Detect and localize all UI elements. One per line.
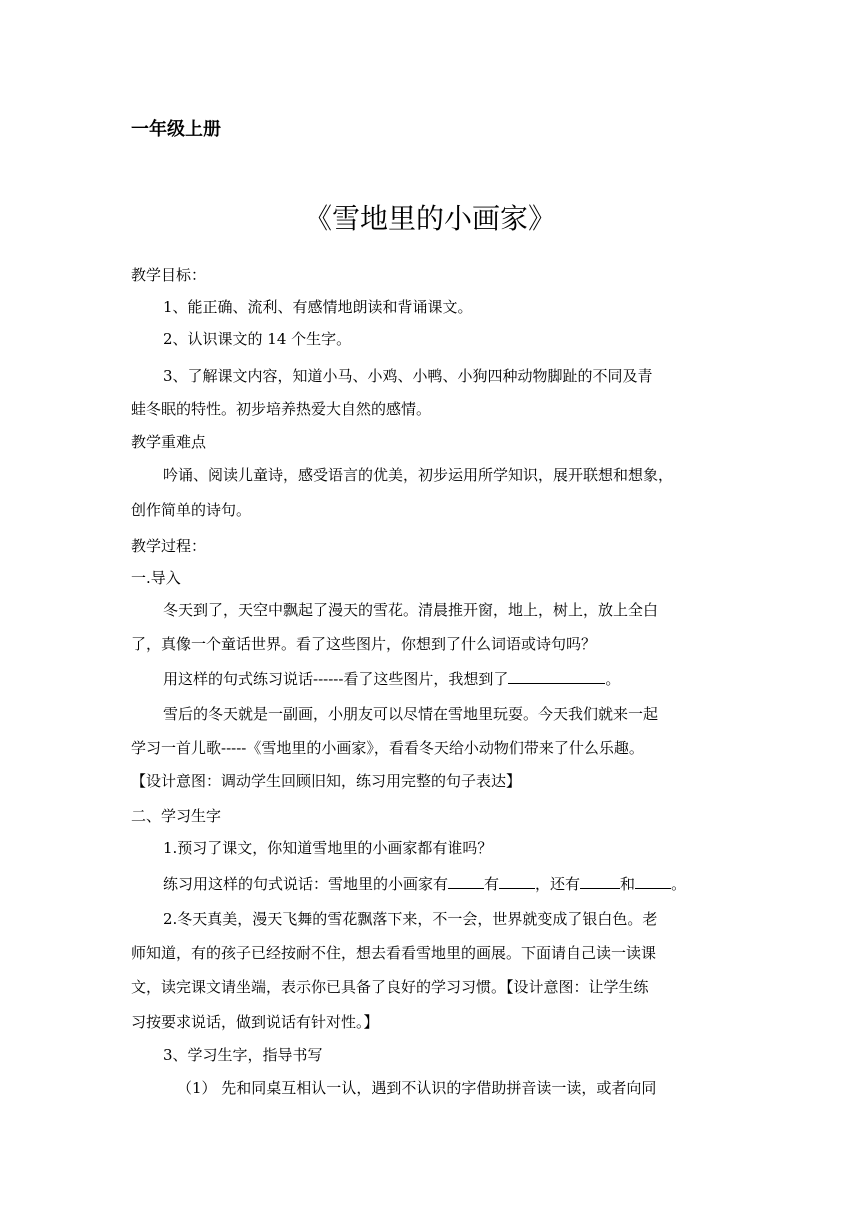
fill-blank [499, 874, 535, 889]
subsection-heading: 一.导入 [131, 569, 181, 587]
paragraph-line: 了，真像一个童话世界。看了这些图片，你想到了什么词语或诗句吗？ [131, 635, 597, 653]
sentence-text: 和 [620, 875, 636, 893]
sentence-text: 有 [484, 875, 500, 893]
paragraph-line: 雪后的冬天就是一副画，小朋友可以尽情在雪地里玩耍。今天我们就来一起 [163, 705, 659, 723]
section-heading-key: 教学重难点 [131, 433, 207, 451]
sentence-end: 。 [671, 875, 687, 893]
paragraph-line: 冬天到了，天空中飘起了漫天的雪花。清晨推开窗，地上，树上，放上全白 [163, 601, 659, 619]
goal-line: 3、了解课文内容，知道小马、小鸡、小鸭、小狗四种动物脚趾的不同及青 [163, 367, 653, 385]
sentence-text: ，还有 [535, 875, 581, 893]
subsection-heading: 二、学习生字 [131, 807, 222, 825]
design-intent-note: 【设计意图：调动学生回顾旧知，练习用完整的句子表达】 [131, 772, 522, 790]
fill-blank [635, 874, 671, 889]
sentence-end: 。 [605, 670, 621, 688]
paragraph-line: 习按要求说话，做到说话有针对性。】 [131, 1013, 379, 1031]
step-heading: 3、学习生字，指导书写 [163, 1046, 323, 1064]
step-item: （1） 先和同桌互相认一认，遇到不认识的字借助拼音读一读，或者向同 [177, 1079, 657, 1097]
fill-blank [508, 669, 605, 684]
grade-label: 一年级上册 [131, 119, 221, 140]
sentence-text: 练习用这样的句式说话：雪地里的小画家有 [163, 875, 449, 893]
goal-line: 2、认识课文的 14 个生字。 [163, 330, 352, 348]
paragraph-line: 创作简单的诗句。 [131, 501, 252, 519]
sentence-practice-line [163, 669, 763, 689]
question-line: 1.预习了课文，你知道雪地里的小画家都有谁吗？ [163, 839, 493, 857]
paragraph-line: 学习一首儿歌-----《雪地里的小画家》，看看冬天给小动物们带来了什么乐趣。 [131, 739, 644, 757]
sentence-text: 用这样的句式练习说话------看了这些图片，我想到了 [163, 670, 509, 688]
paragraph-line: 2.冬天真美，漫天飞舞的雪花飘落下来，不一会，世界就变成了银白色。老 [163, 910, 658, 928]
goal-line: 1、能正确、流利、有感情地朗读和背诵课文。 [163, 298, 473, 316]
section-heading-process: 教学过程： [131, 537, 207, 555]
section-heading-goals: 教学目标： [131, 266, 207, 284]
paragraph-line: 师知道，有的孩子已经按耐不住，想去看看雪地里的画展。下面请自己读一读课 [131, 944, 657, 962]
fill-blank [580, 874, 620, 889]
paragraph-line: 文，读完课文请坐端，表示你已具备了良好的学习习惯。【设计意图：让学生练 [131, 978, 649, 996]
fill-blank [448, 874, 484, 889]
paragraph-line: 吟诵、阅读儿童诗，感受语言的优美，初步运用所学知识，展开联想和想象， [163, 466, 674, 484]
lesson-title: 《雪地里的小画家》 [303, 202, 556, 235]
sentence-practice-line [163, 874, 763, 894]
goal-line-continued: 蛙冬眠的特性。初步培养热爱大自然的感情。 [131, 400, 432, 418]
